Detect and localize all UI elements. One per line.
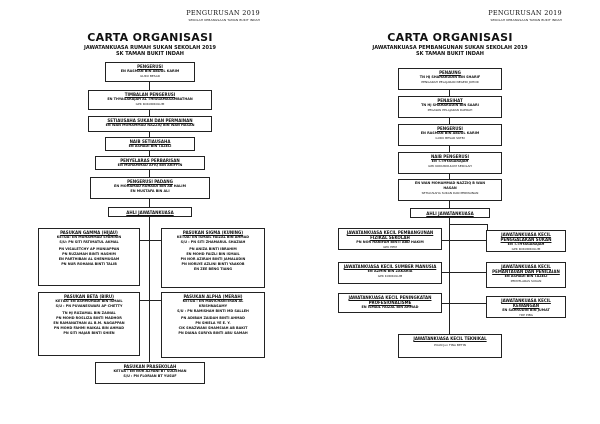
team-member: S/U : PN SITI ZHAMARUL SHAZIAH bbox=[180, 240, 246, 244]
box-setiausaha bbox=[88, 116, 212, 132]
person-role: GPK HEM bbox=[383, 245, 397, 249]
box-pasukan-beta bbox=[38, 292, 140, 356]
team-member: PN NUR ROHANA BINTI TALIB bbox=[61, 262, 117, 266]
box-pengerusi bbox=[398, 124, 502, 146]
header-school: SEKOLAH KEBANGSAAN TAMAN BUKIT INDAH bbox=[188, 18, 260, 22]
team-member: PN VISALETCHY AP MUNIAPPAN bbox=[58, 247, 120, 251]
person-name: EN AZMIN BIN ZAKARIA bbox=[367, 269, 413, 273]
page-header bbox=[186, 9, 260, 22]
team-member: PN NOR AZIRAH BINTI JAMALUDIN bbox=[180, 257, 246, 261]
chart-subtitle: JAWATANKUASA RUMAH SUKAN SEKOLAH 2019 bbox=[84, 45, 216, 51]
chart-title: CARTA ORGANISASI bbox=[387, 31, 513, 44]
role-title: SETIAUSAHA SUKAN DAN PERMAINAN bbox=[107, 118, 193, 123]
person-role: PENYELARAS SUKAN bbox=[510, 279, 542, 283]
role-title: AHLI JAWATANKUASA bbox=[126, 210, 174, 215]
person-name: PN NOR HANIFAH BINTI ABD HAKIM bbox=[356, 240, 424, 244]
person-name: HASAN bbox=[443, 186, 457, 190]
person-role: SETIAUSAHA SUKAN DAN PERMAINAN bbox=[421, 191, 479, 195]
team-member: PN RUZAMAH BINTI HASHIM bbox=[62, 252, 116, 256]
box-pasukan-prasekolah bbox=[95, 362, 205, 384]
team-title: PASUKAN GAMMA (HIJAU) bbox=[60, 230, 118, 235]
right-page bbox=[300, 0, 600, 424]
connector-line bbox=[149, 240, 161, 241]
committee-title: JAWATANKUASA KECIL SUMBER MANUSIA bbox=[343, 264, 437, 269]
team-member: KETUA: EN ISMAIL FAIZAL BIN AHMAD bbox=[176, 235, 250, 239]
box-pasukan-gamma bbox=[38, 228, 140, 286]
connector-line bbox=[442, 240, 486, 241]
person-role: GPK KOKURIKULUM bbox=[511, 247, 541, 251]
person-name: EN RASMAN BIN ABDUL KARIM bbox=[420, 131, 480, 135]
connector-line bbox=[140, 240, 150, 241]
box-penasihat bbox=[398, 96, 502, 118]
person-role: GPK KURIKULUM bbox=[377, 274, 403, 278]
committee-title: JAWATANKUASA KECIL PENGGALAKAN SUKAN bbox=[500, 232, 552, 242]
person-name: EN T.THYAGARAJAH bbox=[431, 159, 469, 163]
connector-line bbox=[449, 224, 487, 225]
team-title: PASUKAN PRASEKOLAH bbox=[123, 364, 177, 369]
header-school: SEKOLAH KEBANGSAAN TAMAN BUKIT INDAH bbox=[490, 18, 562, 22]
team-member: PN NORLYE AZLINI BINTI YAAKOB bbox=[181, 262, 245, 266]
person-role: PENGARAH PELAJARAN NEGERI JOHOR bbox=[421, 80, 479, 84]
box-timbalan bbox=[88, 90, 212, 110]
person-name: TN HJ SHAHARUDIN BIN SAARI bbox=[421, 103, 479, 107]
team-member: S/U : PN RAMISHAH BINTI MD SALLEH bbox=[177, 309, 249, 313]
person-role: PEGAWAI PELAJARAN DAERAH bbox=[427, 108, 473, 112]
box-setiausaha bbox=[398, 179, 502, 201]
connector-line bbox=[442, 303, 486, 304]
box-pengerusi bbox=[105, 62, 195, 82]
box-penaung bbox=[398, 68, 502, 90]
box-naib-pengerusi bbox=[398, 152, 502, 174]
team-member: CIK SHAZWANI SHAMSIAH AB BAKIT bbox=[178, 326, 248, 330]
committee-title: JAWATANKUASA KECIL KEWANGAN bbox=[501, 298, 551, 308]
connector-line bbox=[442, 272, 486, 273]
person-name: EN T.THYAGARAJAH bbox=[507, 242, 545, 246]
role-title: PENASIHAT bbox=[437, 98, 463, 103]
role-title: AHLI JAWATANKUASA bbox=[426, 211, 474, 216]
chart-subtitle: JAWATANKUASA PEMBANGUNAN SUKAN SEKOLAH 2019 bbox=[372, 45, 528, 51]
committee-title: JAWATANKUASA KECIL PEMANTAUAN DAN PENILAIAN bbox=[492, 264, 560, 274]
role-title: PENAUNG bbox=[439, 70, 461, 75]
person-name: EN SAHRUDIN BIN JUMAT bbox=[502, 308, 550, 312]
school-name: SK TAMAN BUKIT INDAH bbox=[416, 51, 484, 57]
team-member: PN SITI HAJAR BINTI SHIEN bbox=[63, 331, 115, 335]
page-header bbox=[488, 9, 562, 22]
team-member: KRISHNASAMY bbox=[198, 304, 228, 308]
team-member: EN PARTHIBAN AL SHENMUGAM bbox=[58, 257, 120, 261]
person-name: EN MUSTAFA BIN ALI bbox=[130, 189, 170, 193]
box-jk-kewangan bbox=[486, 296, 566, 318]
person-name: EN RASMAN BIN ABDUL KARIM bbox=[120, 69, 180, 73]
person-name: EN ASHADI BIN TAZELI bbox=[128, 144, 172, 148]
person-name: EN THYAGARAJAH AL THIGGAMASAMBATHAN bbox=[107, 97, 193, 101]
team-member: KETUA : EN MAVICHANTIRAN AL bbox=[182, 299, 244, 303]
person-name: EN WAN MOHAMMAD NAZZIQ B WAN bbox=[414, 181, 486, 185]
team-member: TN HJ RUZAMAL BIN ZAINAL bbox=[62, 311, 116, 315]
box-ajk bbox=[410, 208, 490, 218]
role-title: PENGERUSI bbox=[137, 64, 163, 69]
team-member: PN SHIELA YE E. Y. bbox=[195, 321, 231, 325]
person-role: GPK KOKURIKULUM SEKOLAH bbox=[428, 164, 472, 168]
team-title: PASUKAN SIGMA (KUNING) bbox=[182, 230, 244, 235]
header-title: PENGURUSAN 2019 bbox=[488, 9, 562, 17]
team-member: PN MOHD FAHMI HAIKAL BIN AHMAD bbox=[53, 326, 125, 330]
box-jk-pembangunan-fizikal bbox=[338, 228, 442, 250]
team-member: KETUA: EN MUHAMMAD SYAHIRIN bbox=[56, 235, 122, 239]
role-title: NAIB PENGERUSI bbox=[430, 154, 470, 159]
team-member: PN ADIBAH ZAIDAH BINTI AHMAD bbox=[181, 316, 245, 320]
chart-title: CARTA ORGANISASI bbox=[87, 31, 213, 44]
connector-line bbox=[140, 300, 161, 301]
team-member: EN MOHD FAIZLI BIN ISMAIL bbox=[186, 252, 240, 256]
connector-line bbox=[149, 217, 150, 363]
role-title: TIMBALAN PENGERUSI bbox=[124, 92, 176, 97]
team-member: EN RAMANATHAN AL B.M. NAGAPPAN bbox=[53, 321, 125, 325]
role-title: PENGERUSI bbox=[437, 126, 463, 131]
person-role: YDP PIBG bbox=[519, 313, 533, 317]
box-jk-profesionalisme bbox=[338, 293, 442, 313]
school-name: SK TAMAN BUKIT INDAH bbox=[116, 51, 184, 57]
person-role: GURU BESAR bbox=[140, 74, 160, 78]
team-member: PN ANIZA BINTI IBRAHIM bbox=[189, 247, 237, 251]
box-ajk bbox=[108, 207, 192, 217]
role-title: PENYELARAS PERBARISAN bbox=[120, 158, 180, 163]
person-name: TN HJ SHAHARUDIN BIN SHARIF bbox=[419, 75, 481, 79]
box-jk-pemantauan-penilaian bbox=[486, 262, 566, 288]
box-jk-sumber-manusia bbox=[338, 262, 442, 284]
role-title: NAIB SETIAUSAHA bbox=[129, 139, 171, 144]
committee-title: JAWATANKUASA KECIL PEMBANGUNAN FIZIKAL SEKOLAH bbox=[346, 230, 434, 240]
box-pasukan-sigma bbox=[161, 228, 265, 288]
box-naib-setiausaha bbox=[105, 137, 195, 151]
team-member: S/U : PN PUVANESWARI AP CHETTY bbox=[55, 304, 123, 308]
team-title: PASUKAN BETA (BIRU) bbox=[64, 294, 114, 299]
box-jk-penggalakan-sukan bbox=[486, 230, 566, 252]
person-name: EN MUHAMMAD AFIQ BIN ARIFFIN bbox=[117, 163, 183, 167]
person-role: GURU BESAR SKTBI bbox=[435, 136, 465, 140]
person-name: EN ASHADI BIN TAZELI bbox=[504, 274, 548, 278]
team-member: EN ZEE BENG TIANG bbox=[193, 267, 233, 271]
header-title: PENGURUSAN 2019 bbox=[186, 9, 260, 17]
box-penyelaras bbox=[95, 156, 205, 170]
person-role: GPK KOKURIKULUM bbox=[135, 102, 165, 106]
box-pasukan-alpha bbox=[161, 292, 265, 358]
team-member: KETUA: EN ASHMUHADI BIN ISMAIL bbox=[55, 299, 123, 303]
box-pengerusi-padang bbox=[90, 177, 210, 199]
person-name: PUAN Jun FINA BETIN bbox=[434, 343, 466, 347]
team-member: S/U: PN SITI FATIMATUL AKMAL bbox=[59, 240, 119, 244]
person-name: EN ISMAIL FAIZAL BIN AHMAD bbox=[361, 305, 419, 309]
team-member: PN DIANA SURIYA BINTI ABU SAMAH bbox=[178, 331, 248, 335]
connector-line bbox=[449, 218, 450, 346]
committee-title: JAWATANKUASA KECIL TEKNIKAL bbox=[413, 336, 487, 341]
committee-title: JAWATANKUASA KECIL PENINGKATAN PROFESIONALISME bbox=[348, 295, 432, 305]
team-member: KETUA : EN NOR AZYANI BT SULIEMAN bbox=[113, 369, 187, 373]
person-name: EN WAN MOHAMMAD NAZZIQ BIN WAN HASAN bbox=[105, 123, 195, 127]
team-title: PASUKAN ALPHA (MERAH) bbox=[183, 294, 243, 299]
role-title: PENGERUSI PADANG bbox=[127, 179, 173, 184]
team-member: S/U : PN FLORIAN BT YUSUF bbox=[123, 374, 177, 378]
team-member: PN MOHD ROSLIZA BINTI MADHOR bbox=[56, 316, 122, 320]
box-jk-teknikal bbox=[398, 334, 502, 358]
person-name: EN MOHAMAD RUHAIDI BIN AB HALIM bbox=[114, 184, 186, 188]
